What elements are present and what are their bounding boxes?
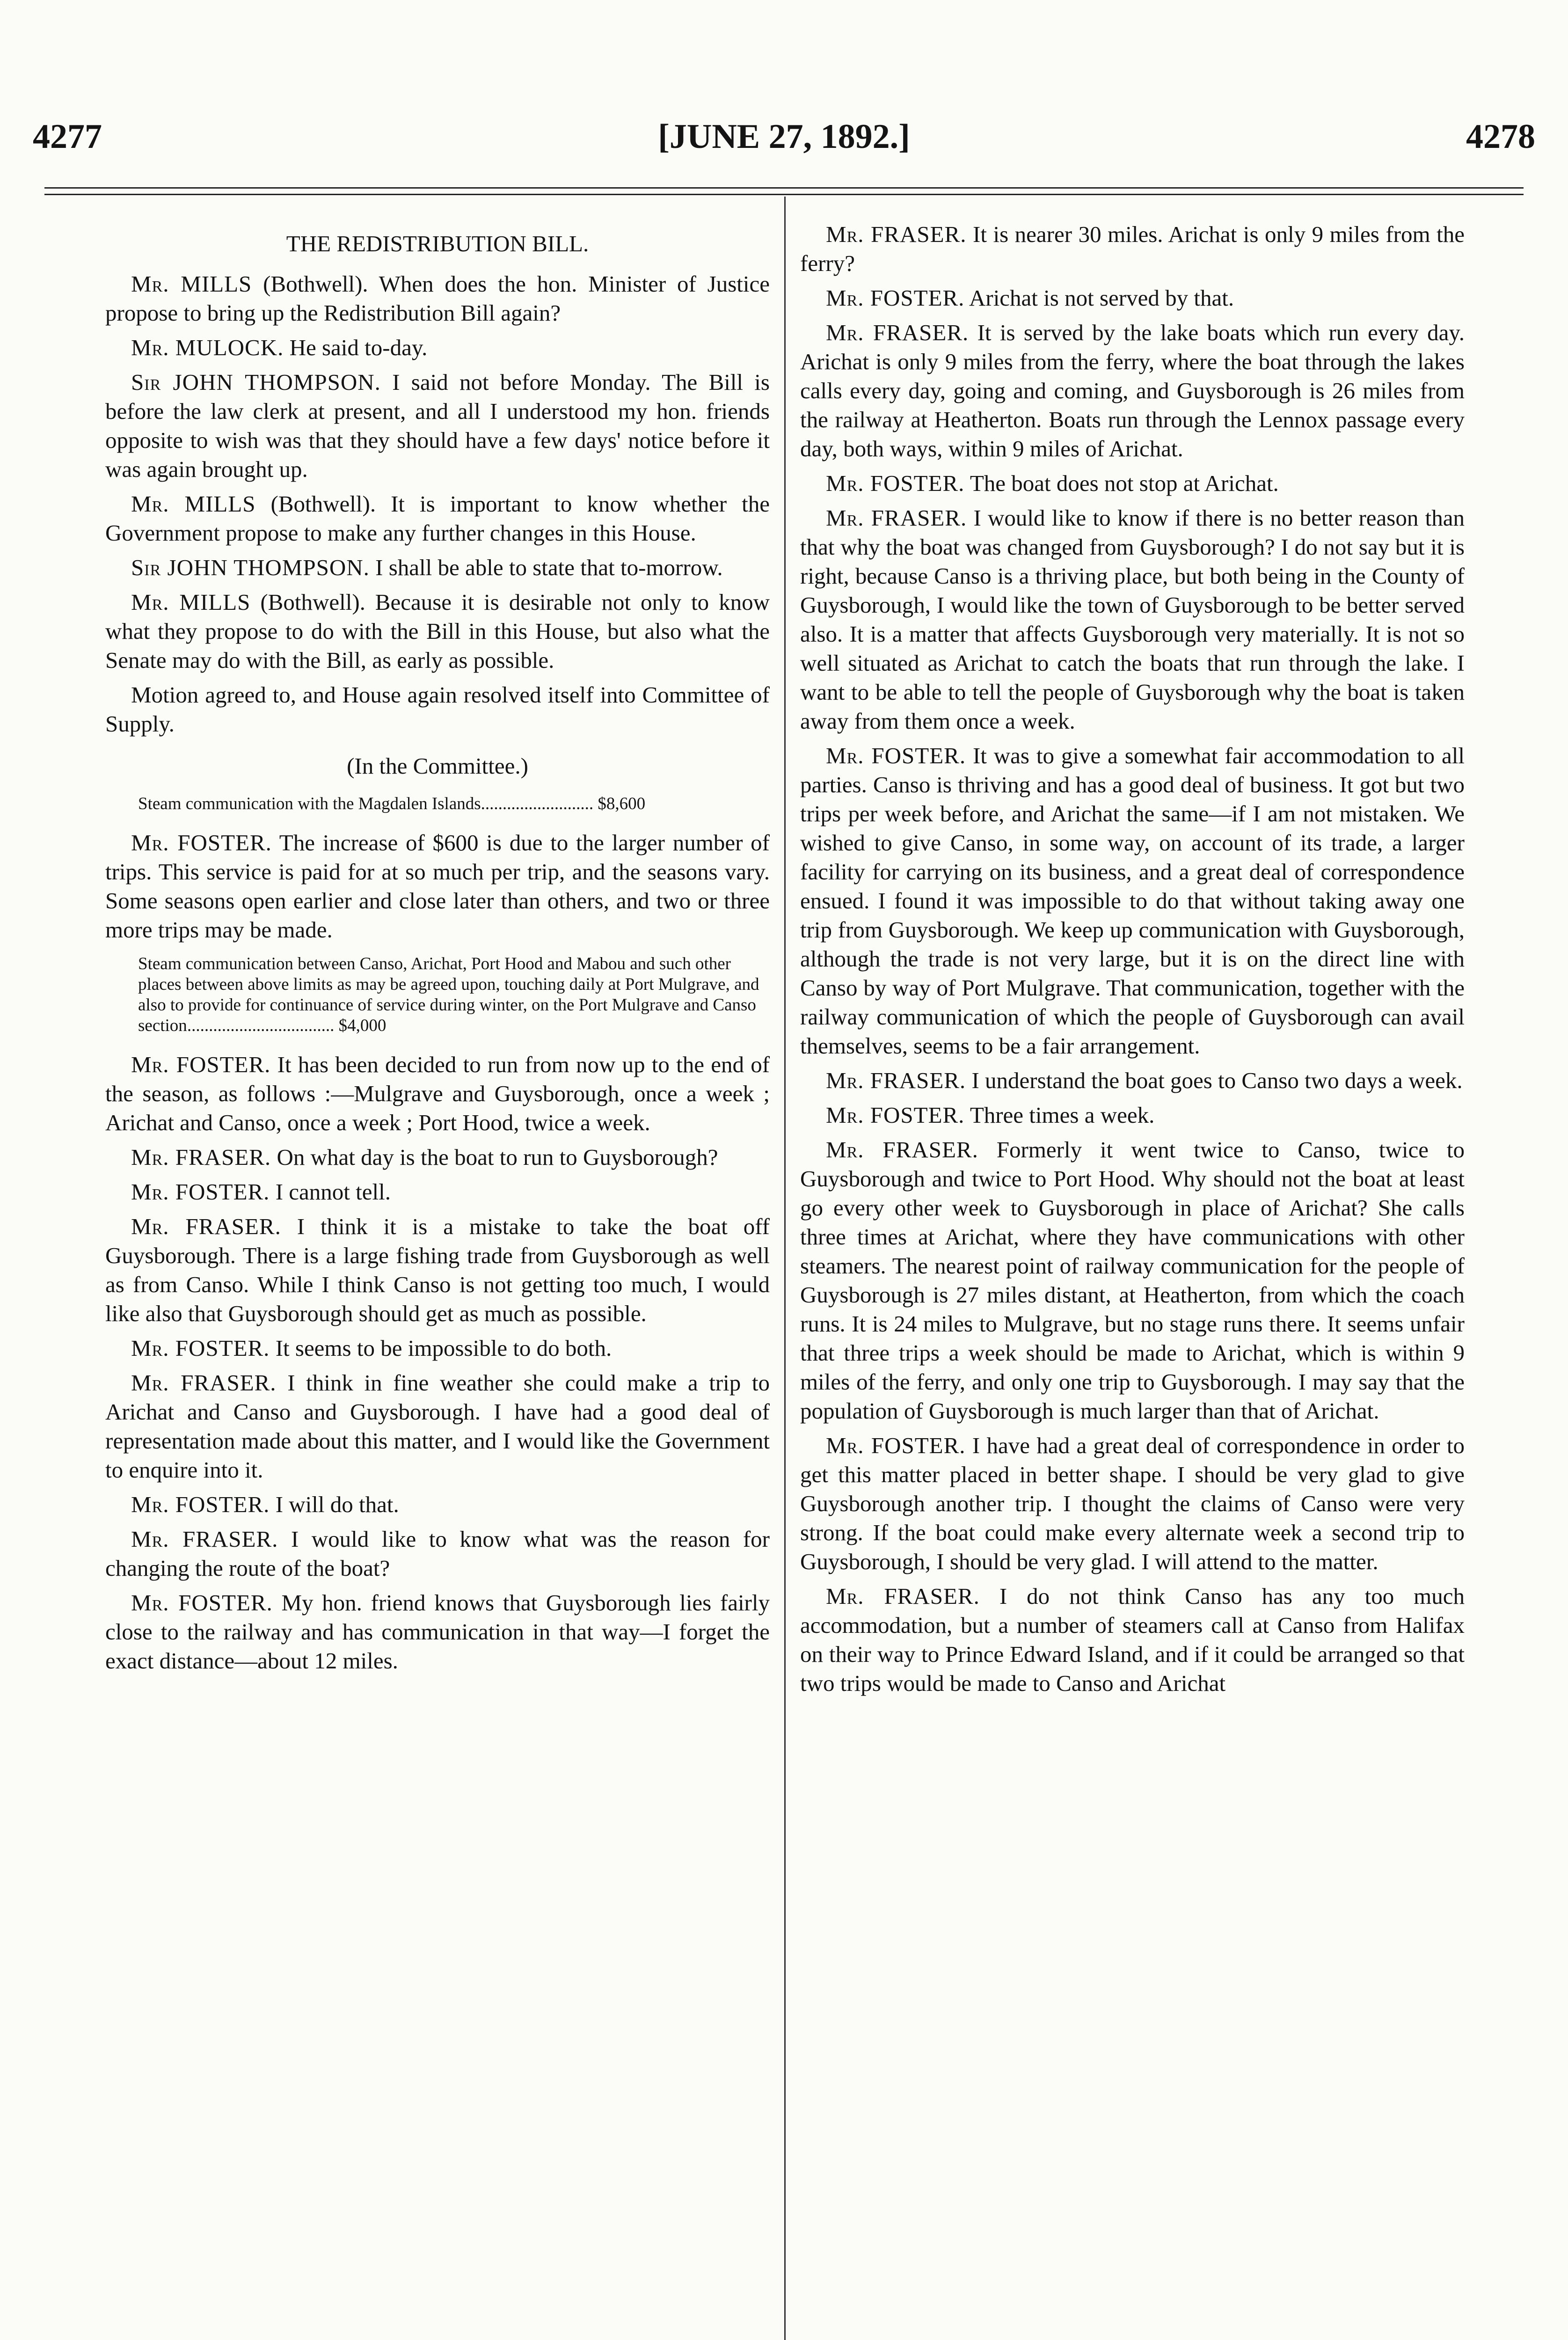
speech-text: It has been decided to run from now up to the end of the season, as follows :—Mulgrave and Guysborough, once a week ; Arichat and Canso, once a week ; Port Hood, twice a week.: [105, 1052, 770, 1135]
right-column: [800, 220, 1465, 1704]
speaker-name: Mr. MILLS: [131, 491, 256, 517]
speaker-name: Mr. FRASER.: [826, 1137, 978, 1163]
speech-text: I do not think Canso has any too much accommodation, but a number of steamers call at Canso from Halifax on their way to Prince Edward Island, and if it could be arranged so that two trips would be made to Canso and Arichat: [800, 1583, 1465, 1696]
speech-text: Formerly it went twice to Canso, twice to Guysborough and twice to Port Hood. Why should not the boat at least go every other week to Guysborough in place of Arichat? She calls three times at Arichat, where they have communications with other steamers. The nearest point of railway communication for the people of Guysborough is 27 miles distant, at Heatherton, from which the coach runs. It is 24 miles to Mulgrave, but no stage runs there. It seems unfair that three trips a week should be made to Arichat, which is within 9 miles of the ferry, and only one trip to Guysborough. I may say that the population of Guysborough is much larger than that of Arichat.: [800, 1137, 1465, 1424]
speech-paragraph: [105, 680, 770, 739]
speech-paragraph: [105, 1177, 770, 1207]
speech-paragraph: [105, 490, 770, 548]
header-rule: [44, 187, 1524, 195]
speech-text: On what day is the boat to run to Guysborough?: [277, 1144, 718, 1170]
speaker-name: Mr. FOSTER.: [826, 1102, 965, 1128]
speaker-name: Mr. FRASER.: [131, 1214, 281, 1239]
left-paragraphs-2: [105, 828, 770, 944]
left-page-number: 4277: [33, 117, 102, 156]
supply-item-amount: $4,000: [338, 1016, 387, 1035]
speech-text: (Bothwell). Because it is desirable not only to know what they propose to do with the Bill in this House, but also what the Senate may do with the Bill, as early as possible.: [105, 589, 770, 673]
speech-paragraph: [800, 504, 1465, 736]
speaker-name: Mr. MILLS: [131, 271, 252, 297]
speech-paragraph: [105, 1368, 770, 1484]
speech-text: The increase of $600 is due to the larger number of trips. This service is paid for at so much per trip, and the seasons vary. Some seasons open earlier and close later than others, and two or three more trips may be made.: [105, 830, 770, 943]
supply-item-amount: $8,600: [598, 794, 646, 813]
speech-paragraph: [800, 1582, 1465, 1698]
speaker-name: Mr. FOSTER.: [131, 1590, 273, 1616]
speech-paragraph: [105, 1525, 770, 1583]
speech-text: I think in fine weather she could make a trip to Arichat and Canso and Guysborough. I have had a good deal of representation made about this matter, and I would like the Government to enquire into it.: [105, 1370, 770, 1483]
header-date: [JUNE 27, 1892.]: [658, 117, 910, 156]
speech-paragraph: [800, 1135, 1465, 1426]
speech-paragraph: [800, 469, 1465, 498]
speech-paragraph: [105, 333, 770, 362]
speech-text: It seems to be impossible to do both.: [275, 1335, 612, 1361]
speech-text: Motion agreed to, and House again resolved itself into Committee of Supply.: [105, 682, 770, 737]
speech-paragraph: [105, 1212, 770, 1328]
speaker-name: Mr. FOSTER.: [131, 1335, 270, 1361]
section-heading: THE REDISTRIBUTION BILL.: [286, 231, 589, 256]
speech-text: It is served by the lake boats which run every day. Arichat is only 9 miles from the ferry, where the boat through the lakes calls every day, going and coming, and Guysborough is 26 miles from the railway at Heatherton. Boats run through the Lennox passage every day, both ways, within 9 miles of Arichat.: [800, 320, 1465, 461]
speech-text: I have had a great deal of correspondence in order to get this matter placed in better shape. I should be very glad to give Guysborough another trip. I thought the claims of Canso were very strong. If the boat could make every alternate week a second trip to Guysborough, I should be very glad. I will attend to the matter.: [800, 1433, 1465, 1574]
speech-paragraph: [800, 1431, 1465, 1576]
speaker-name: Mr. FRASER.: [826, 221, 967, 247]
speaker-name: Mr. FOSTER.: [131, 1052, 271, 1077]
speaker-name: Mr. FRASER.: [826, 1068, 966, 1093]
supply-item-1: Steam communication with the Magdalen Islands.......................... $8,600: [138, 794, 646, 813]
supply-item-text: Steam communication with the Magdalen Islands: [138, 794, 481, 813]
speech-text: I said not before Monday. The Bill is before the law clerk at present, and all I understood my hon. friends opposite to wish was that they should have a few days' notice before it was again brought up.: [105, 369, 770, 482]
committee-label: (In the Committee.): [347, 753, 528, 779]
speech-paragraph: [800, 220, 1465, 278]
running-header: [33, 109, 1535, 165]
speaker-name: Mr. FRASER.: [826, 320, 969, 345]
speech-paragraph: [800, 741, 1465, 1060]
speaker-name: Sir JOHN THOMPSON.: [131, 555, 370, 580]
speech-paragraph: [105, 1143, 770, 1172]
speech-text: I shall be able to state that to-morrow.: [375, 555, 723, 580]
speech-text: I would like to know if there is no better reason than that why the boat was changed from Guysborough? I do not say but it is right, because Canso is a thriving place, but both being in the County of Guysborough, I would like the town of Guysborough to be better served also. It is a matter that affects Guysborough very materially. It is not so well situated as Arichat to catch the boats that run through the lake. I want to be able to tell the people of Guysborough why the boat is taken away from them once a week.: [800, 505, 1465, 734]
speech-text: I will do that.: [275, 1492, 399, 1517]
speech-paragraph: [800, 1101, 1465, 1130]
speech-text: My hon. friend knows that Guysborough lies fairly close to the railway and has communication in that way—I forget the exact distance—about 12 miles.: [105, 1590, 770, 1674]
speech-text: (Bothwell). When does the hon. Minister of Justice propose to bring up the Redistribution Bill again?: [105, 271, 770, 326]
speech-text: I cannot tell.: [275, 1179, 391, 1205]
speech-text: I think it is a mistake to take the boat off Guysborough. There is a large fishing trade from Guysborough as well as from Canso. While I think Canso is not getting too much, I would like also that Guysborough should get as much as possible.: [105, 1214, 770, 1326]
speaker-name: Mr. FRASER.: [131, 1370, 277, 1396]
speech-text: I would like to know what was the reason for changing the route of the boat?: [105, 1526, 770, 1581]
left-paragraphs-1: [105, 270, 770, 739]
left-column: [105, 220, 770, 1681]
speech-text: He said to-day.: [289, 335, 428, 360]
speech-paragraph: [105, 1334, 770, 1363]
speech-text: The boat does not stop at Arichat.: [970, 470, 1279, 496]
speaker-name: Mr. MILLS: [131, 589, 251, 615]
right-paragraphs: [800, 220, 1465, 1698]
speech-paragraph: [105, 588, 770, 675]
supply-item-text: Steam communication between Canso, Arichat, Port Hood and Mabou and such other places between above limits as may be agreed upon, touching daily at Port Mulgrave, and also to provide for continuance of service during winter, on the Port Mulgrave and Canso section: [138, 954, 759, 1035]
speaker-name: Mr. FOSTER.: [131, 830, 272, 856]
speech-text: (Bothwell). It is important to know whether the Government propose to make any further changes in this House.: [105, 491, 770, 546]
speech-paragraph: [105, 1588, 770, 1675]
speaker-name: Mr. FOSTER.: [826, 1433, 966, 1458]
speaker-name: Mr. FOSTER.: [826, 743, 966, 768]
speaker-name: Sir JOHN THOMPSON.: [131, 369, 381, 395]
speech-text: I understand the boat goes to Canso two days a week.: [971, 1068, 1463, 1093]
right-page-number: 4278: [1466, 117, 1535, 156]
speech-text: Three times a week.: [970, 1102, 1155, 1128]
speaker-name: Mr. FOSTER.: [131, 1492, 270, 1517]
speaker-name: Mr. MULOCK.: [131, 335, 284, 360]
speaker-name: Mr. FRASER.: [131, 1144, 271, 1170]
speaker-name: Mr. FOSTER.: [826, 285, 965, 311]
speech-paragraph: [800, 284, 1465, 313]
speech-paragraph: [105, 1490, 770, 1519]
speech-text: Arichat is not served by that.: [969, 285, 1234, 311]
speech-paragraph: [105, 270, 770, 328]
column-divider: [784, 197, 786, 2340]
speaker-name: Mr. FOSTER.: [826, 470, 965, 496]
speaker-name: Mr. FRASER.: [826, 1583, 980, 1609]
speech-paragraph: [105, 828, 770, 944]
speaker-name: Mr. FOSTER.: [131, 1179, 270, 1205]
speech-paragraph: [105, 368, 770, 484]
supply-item-2: Steam communication between Canso, Arichat, Port Hood and Mabou and such other places between above limits as may be agreed upon, touching daily at Port Mulgrave, and also to provide for continuance of service during winter, on the Port Mulgrave and Canso section.................................. $4,000: [138, 954, 759, 1035]
speaker-name: Mr. FRASER.: [826, 505, 967, 531]
speech-text: It was to give a somewhat fair accommodation to all parties. Canso is thriving and has a good deal of business. It got but two trips per week before, and Arichat the same—if I am not mistaken. We wished to give Canso, in some way, on account of its trade, a larger facility for carrying on its business, and a great deal of correspondence ensued. I found it was impossible to do that without taking away one trip from Guysborough. We keep up communication with Guysborough, although the trade is not very large, but it is on the direct line with Canso by way of Port Mulgrave. That communication, together with the railway communication of which the people of Guysborough can avail themselves, seems to be a fair arrangement.: [800, 743, 1465, 1059]
speech-paragraph: [800, 318, 1465, 463]
speaker-name: Mr. FRASER.: [131, 1526, 278, 1552]
speech-paragraph: [800, 1066, 1465, 1095]
speech-paragraph: [105, 553, 770, 582]
speech-text: It is nearer 30 miles. Arichat is only 9 miles from the ferry?: [800, 221, 1465, 276]
speech-paragraph: [105, 1050, 770, 1137]
left-paragraphs-3: [105, 1050, 770, 1675]
